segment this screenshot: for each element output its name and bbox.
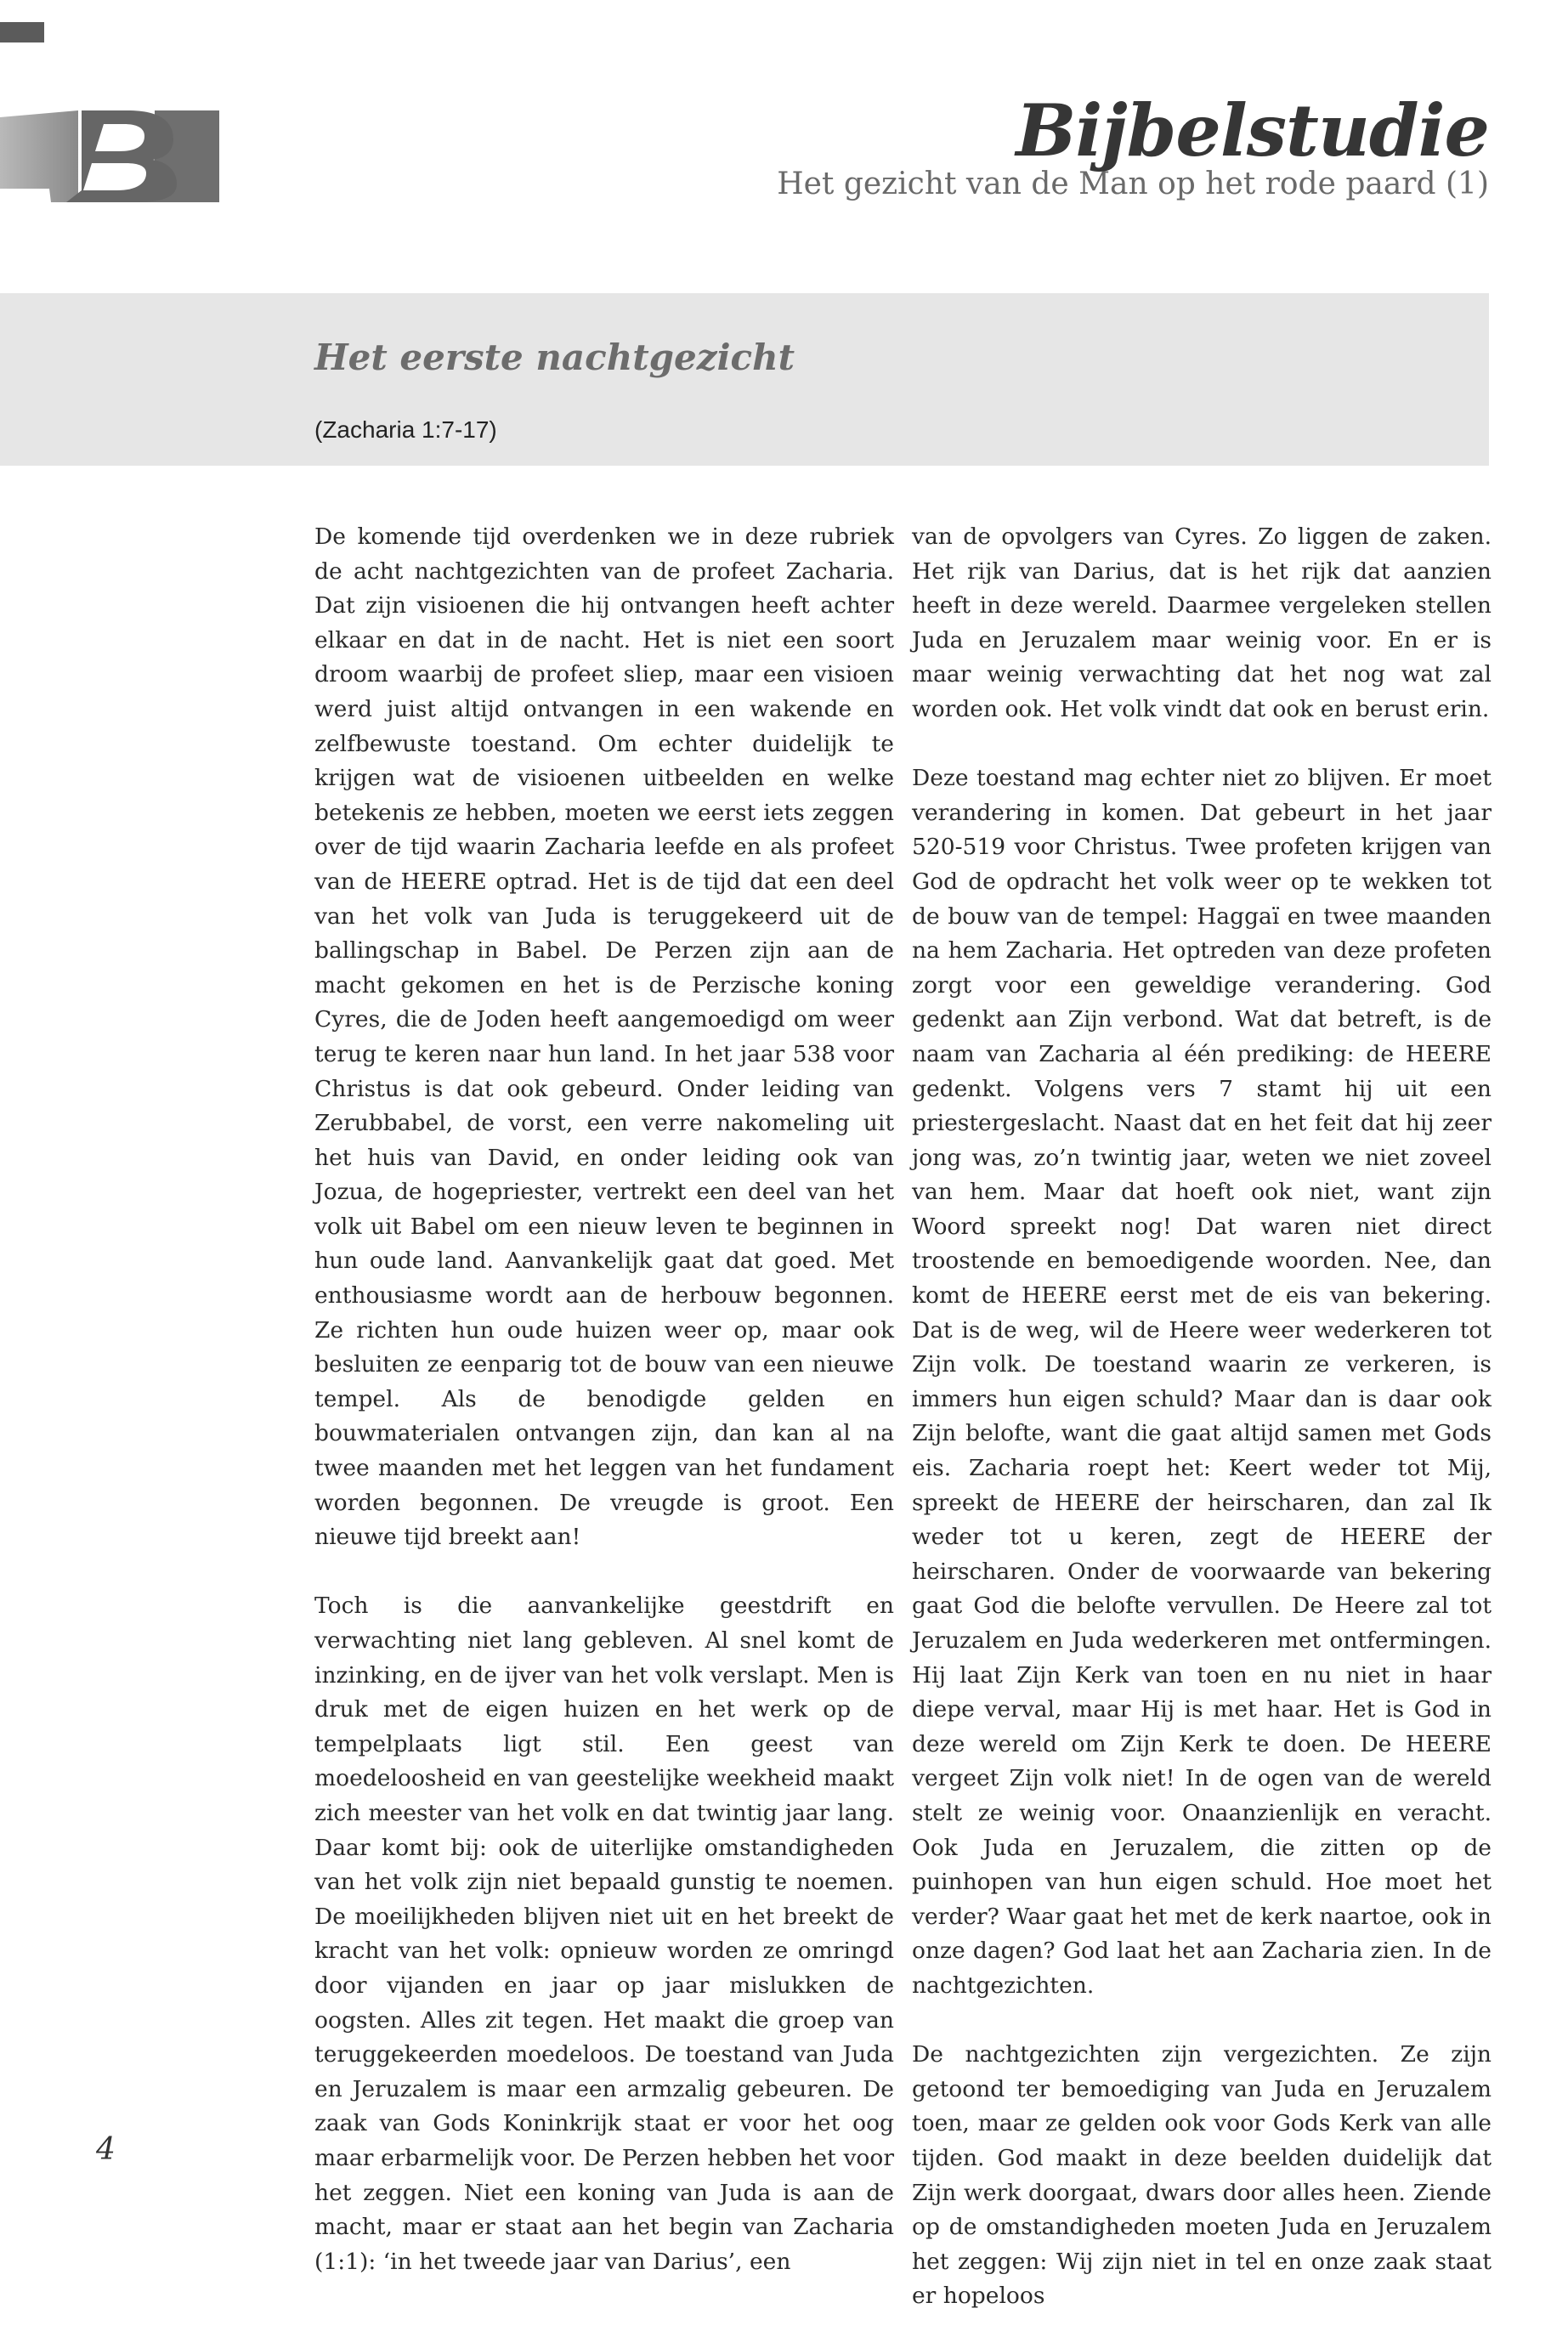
paragraph: Deze toestand mag echter niet zo blijven. Er moet verandering in komen. Dat gebeurt in het jaar 520-519 voor Christus. Twee profeten krijgen van God de opdracht het volk weer op te wekken tot de bouw van de tempel: Haggaï en twee maanden na hem Zacharia. Het optreden van deze profeten zorgt voor een geweldige verandering. God gedenkt aan Zijn verbond. Wat dat betreft, is de naam van Zacharia al één prediking: de HEERE gedenkt. Volgens vers 7 stamt hij uit een priestergeslacht. Naast dat en het feit dat hij zeer jong was, zo’n twintig jaar, weten we niet zoveel van hem. Maar dat hoeft ook niet, want zijn Woord spreekt nog! Dat waren niet direct troostende en bemoedigende woorden. Nee, dan komt de HEERE eerst met de eis van bekering. Dat is de weg, wil de Heere weer wederkeren tot Zijn volk. De toestand waarin ze verkeren, is immers hun eigen schuld? Maar dan is daar ook Zijn belofte, want die gaat altijd samen met Gods eis. Zacharia roept het: Keert weder tot Mij, spreekt de HEERE der heirscharen, dan zal Ik weder tot u keren, zegt de HEERE der heirscharen. Onder de voorwaarde van bekering gaat God die belofte vervullen. De Heere zal tot Jeruzalem en Juda wederkeren met ontfermingen. Hij laat Zijn Kerk van toen en nu niet in haar diepe verval, maar Hij is met haar. Het is God in deze wereld om Zijn Kerk te doen. De HEERE vergeet Zijn volk niet! In de ogen van de wereld stelt ze weinig voor. Onaanzienlijk en veracht. Ook Juda en Jeruzalem, die zitten op de puinhopen van hun eigen schuld. Hoe moet het verder? Waar gaat het met de kerk naartoe, ook in onze dagen? God laat het aan Zacharia zien. In de nachtgezichten. [912,765,1492,1999]
page-number: 4 [96,2132,116,2167]
text-column-right [912,520,1492,2348]
paragraph: De nachtgezichten zijn vergezichten. Ze zijn getoond ter bemoediging van Juda en Jeruzalem toen, maar ze gelden ook voor Gods Kerk van alle tijden. God maakt in deze beelden duidelijk dat Zijn werk doorgaat, dwars door alles heen. Ziende op de omstandigheden moeten Juda en Jeruzalem het zeggen: Wij zijn niet in tel en onze zaak staat er hopeloos [912,2041,1492,2310]
page-subtitle: Het gezicht van de Man op het rode paard (1) [777,167,1489,201]
paragraph: Toch is die aanvankelijke geestdrift en verwachting niet lang gebleven. Al snel komt de inzinking, en de ijver van het volk verslapt. Men is druk met de eigen huizen en het werk op de tempelplaats ligt stil. Een geest van moedeloosheid en van geestelijke weekheid maakt zich meester van het volk en dat twintig jaar lang. Daar komt bij: ook de uiterlijke omstandigheden van het volk zijn niet bepaald gunstig te noemen. De moeilijkheden blijven niet uit en het breekt de kracht van het volk: opnieuw worden ze omringd door vijanden en jaar op jaar mislukken de oogsten. Alles zit tegen. Het maakt die groep van teruggekeerden moedeloos. De toestand van Juda en Jeruzalem is maar een armzalig gebeuren. De zaak van Gods Koninkrijk staat er voor het oog maar erbarmelijk voor. De Perzen hebben het voor het zeggen. Niet een koning van Juda is aan de macht, maar er staat aan het begin van Zacharia (1:1): ‘in het tweede jaar van Darius’, een [314,1593,894,2275]
section-title: Het eerste nachtgezicht [314,337,795,378]
paragraph: De komende tijd overdenken we in deze rubriek de acht nachtgezichten van de profeet Zacharia. Dat zijn visioenen die hij ontvangen heeft achter elkaar en dat in de nacht. Het is niet een soort droom waarbij de profeet sliep, maar een visioen werd juist altijd ontvangen in een wakende en zelfbewuste toestand. Om echter duidelijk te krijgen wat de visioenen uitbeelden en welke betekenis ze hebben, moeten we eerst iets zeggen over de tijd waarin Zacharia leefde en als profeet van de HEERE optrad. Het is de tijd dat een deel van het volk van Juda is teruggekeerd uit de ballingschap in Babel. De Perzen zijn aan de macht gekomen en het is de Perzische koning Cyres, die de Joden heeft aangemoedigd om weer terug te keren naar hun land. In het jaar 538 voor Christus is dat ook gebeurd. Onder leiding van Zerubbabel, de vorst, een verre nakomeling uit het huis van David, en onder leiding ook van Jozua, de hogepriester, vertrekt een deel van het volk uit Babel om een nieuw leven te beginnen in hun oude land. Aanvankelijk gaat dat goed. Met enthousiasme wordt aan de herbouw begonnen. Ze richten hun oude huizen weer op, maar ook besluiten ze eenparig tot de bouw van een nieuwe tempel. Als de benodigde gelden en bouwmaterialen ontvangen zijn, dan kan al na twee maanden met het leggen van het fundament worden begonnen. De vreugde is groot. Een nieuwe tijd breekt aan! [314,523,894,1551]
text-column-left [314,520,894,2314]
bijbelstudie-logo [0,110,219,202]
page-title: Bijbelstudie [1016,88,1489,173]
corner-marker [0,22,44,42]
paragraph: van de opvolgers van Cyres. Zo liggen de zaken. Het rijk van Darius, dat is het rijk dat aanzien heeft in deze wereld. Daarmee vergeleken stellen Juda en Jeruzalem maar weinig voor. En er is maar weinig verwachting dat het nog wat zal worden ook. Het volk vindt dat ook en berust erin. [912,523,1492,722]
scripture-reference: (Zacharia 1:7-17) [314,416,497,443]
intro-band [0,293,1489,466]
